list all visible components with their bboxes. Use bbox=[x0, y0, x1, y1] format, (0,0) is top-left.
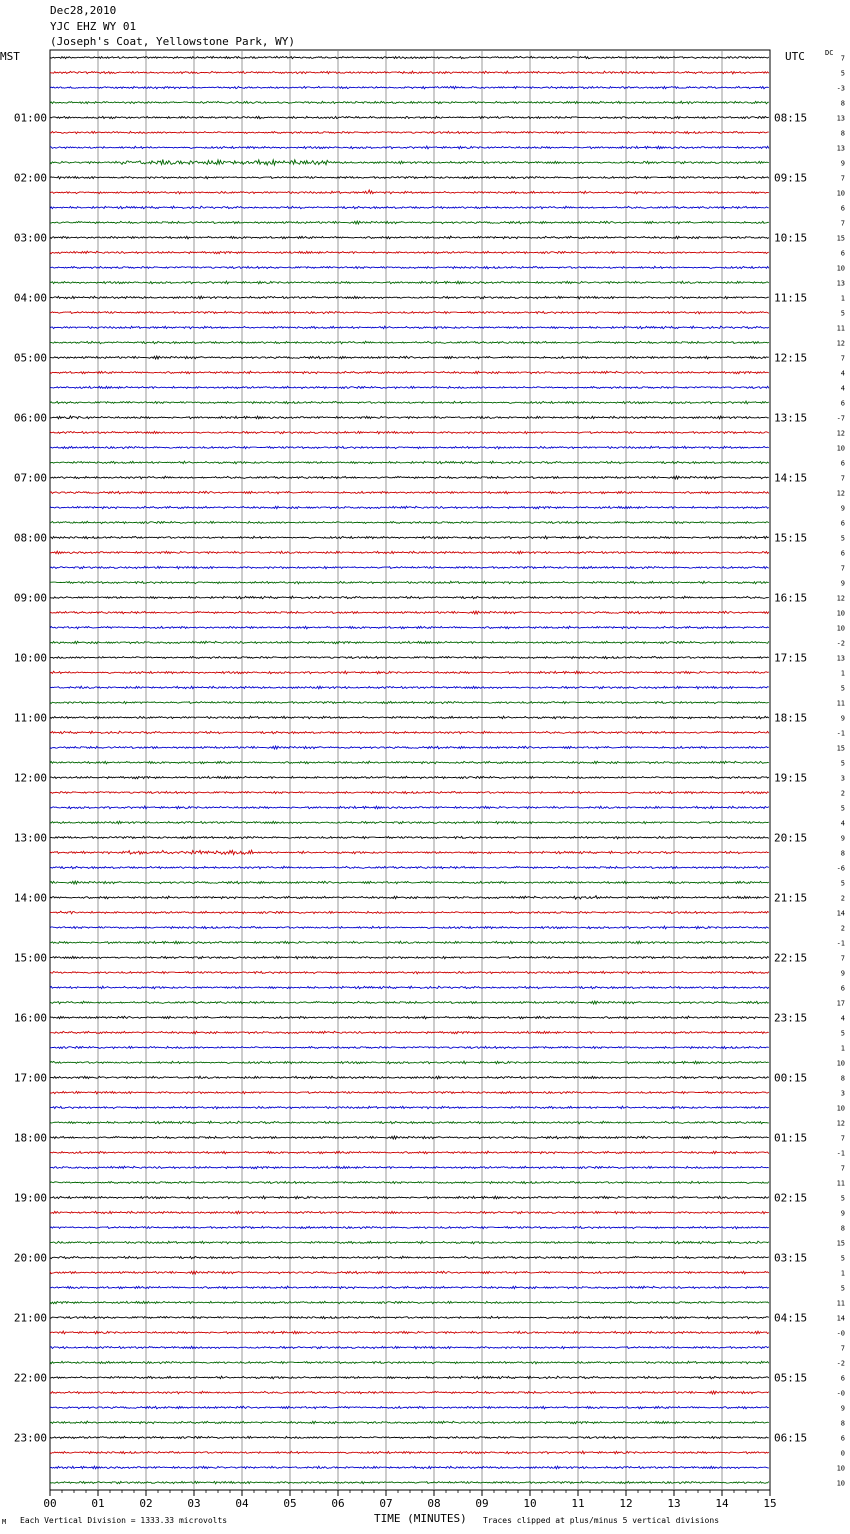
dc-offset-label: 4 bbox=[840, 384, 845, 393]
dc-offset-label: 6 bbox=[840, 519, 845, 528]
trace-line bbox=[50, 686, 769, 689]
dc-offset-label: 9 bbox=[840, 1404, 845, 1413]
dc-offset-label: 9 bbox=[840, 159, 845, 168]
dc-offset-label: 14 bbox=[836, 1314, 845, 1323]
trace-line bbox=[50, 1166, 769, 1169]
left-hour-label: 23:00 bbox=[13, 1431, 47, 1445]
right-hour-label: 23:15 bbox=[774, 1011, 808, 1025]
left-hour-label: 05:00 bbox=[13, 351, 47, 365]
dc-offset-label: 11 bbox=[836, 1179, 845, 1188]
dc-offset-label: -7 bbox=[836, 414, 845, 423]
trace-line bbox=[50, 536, 769, 539]
right-hour-label: 00:15 bbox=[774, 1071, 808, 1085]
dc-offset-label: 5 bbox=[840, 1194, 845, 1203]
left-hour-label: 17:00 bbox=[13, 1071, 47, 1085]
left-hour-label: 20:00 bbox=[13, 1251, 47, 1265]
right-hour-label: 04:15 bbox=[774, 1311, 808, 1325]
station-label: YJC EHZ WY 01 bbox=[50, 20, 137, 33]
dc-offset-label: 5 bbox=[840, 309, 845, 318]
trace-line bbox=[50, 896, 769, 900]
dc-offset-label: 10 bbox=[836, 189, 845, 198]
dc-offset-label: 8 bbox=[840, 1419, 845, 1428]
right-hour-label: 05:15 bbox=[774, 1371, 808, 1385]
trace-line bbox=[50, 296, 769, 299]
clip-note: Traces clipped at plus/minus 5 vertical divisions bbox=[483, 1516, 720, 1525]
right-hour-label: 11:15 bbox=[774, 291, 808, 305]
dc-offset-label: 7 bbox=[840, 354, 845, 363]
right-hour-label: 21:15 bbox=[774, 891, 808, 905]
trace-line bbox=[50, 1466, 769, 1469]
dc-offset-label: 12 bbox=[836, 429, 845, 438]
dc-offset-label: 6 bbox=[840, 459, 845, 468]
dc-offset-label: 5 bbox=[840, 804, 845, 813]
trace-line bbox=[50, 596, 769, 599]
dc-offset-label: 8 bbox=[840, 129, 845, 138]
trace-line bbox=[50, 1391, 769, 1394]
left-hour-label: 19:00 bbox=[13, 1191, 47, 1205]
trace-line bbox=[50, 461, 769, 464]
left-timezone-label: MST bbox=[0, 50, 20, 63]
x-tick-label: 03 bbox=[187, 1497, 201, 1510]
trace-line bbox=[50, 1091, 769, 1094]
dc-offset-label: 6 bbox=[840, 204, 845, 213]
x-tick-label: 07 bbox=[379, 1497, 393, 1510]
dc-offset-label: 5 bbox=[840, 1029, 845, 1038]
dc-offset-label: 14 bbox=[836, 909, 845, 918]
dc-offset-label: 10 bbox=[836, 1479, 845, 1488]
dc-offset-label: 1 bbox=[840, 1044, 845, 1053]
dc-offset-label: 7 bbox=[840, 54, 845, 63]
dc-offset-label: -6 bbox=[836, 864, 845, 873]
trace-line bbox=[50, 131, 769, 133]
left-hour-label: 04:00 bbox=[13, 291, 47, 305]
dc-offset-label: 9 bbox=[840, 504, 845, 513]
scale-note: Each Vertical Division = 1333.33 microvolts bbox=[20, 1516, 228, 1525]
dc-offset-label: -2 bbox=[836, 1359, 845, 1368]
trace-line bbox=[50, 116, 769, 119]
dc-offset-label: 13 bbox=[836, 144, 845, 153]
right-hour-label: 01:15 bbox=[774, 1131, 808, 1145]
right-hour-label: 10:15 bbox=[774, 231, 808, 245]
trace-line bbox=[50, 476, 769, 479]
dc-offset-label: 1 bbox=[840, 669, 845, 678]
x-tick-label: 12 bbox=[619, 1497, 633, 1510]
dc-offset-label: 5 bbox=[840, 1254, 845, 1263]
dc-offset-label: -0 bbox=[836, 1329, 845, 1338]
dc-offset-label: 9 bbox=[840, 1209, 845, 1218]
trace-line bbox=[50, 1121, 769, 1124]
dc-offset-label: 4 bbox=[840, 819, 845, 828]
right-hour-label: 12:15 bbox=[774, 351, 808, 365]
trace-line bbox=[50, 761, 769, 764]
dc-offset-label: 12 bbox=[836, 339, 845, 348]
trace-line bbox=[50, 56, 769, 58]
dc-offset-label: 9 bbox=[840, 714, 845, 723]
corner-mark: M bbox=[2, 1518, 7, 1526]
trace-line bbox=[50, 1361, 769, 1364]
trace-line bbox=[50, 641, 769, 644]
trace-line bbox=[50, 1076, 769, 1079]
trace-line bbox=[50, 416, 769, 419]
trace-line bbox=[50, 1376, 769, 1379]
dc-offset-label: 12 bbox=[836, 489, 845, 498]
trace-line bbox=[50, 731, 769, 734]
trace-line bbox=[50, 160, 769, 166]
trace-line bbox=[50, 371, 769, 374]
dc-offset-label: 6 bbox=[840, 399, 845, 408]
dc-offset-label: 1 bbox=[840, 294, 845, 303]
dc-offset-label: 3 bbox=[840, 1089, 845, 1098]
left-hour-label: 01:00 bbox=[13, 111, 47, 125]
trace-line bbox=[50, 971, 769, 974]
dc-offset-label: 2 bbox=[840, 789, 845, 798]
trace-line bbox=[50, 656, 769, 658]
dc-offset-label: 6 bbox=[840, 984, 845, 993]
dc-offset-label: 15 bbox=[836, 744, 845, 753]
trace-line bbox=[50, 1301, 769, 1303]
right-hour-label: 02:15 bbox=[774, 1191, 808, 1205]
dc-offset-label: 7 bbox=[840, 1134, 845, 1143]
x-tick-label: 06 bbox=[331, 1497, 345, 1510]
dc-offset-label: 5 bbox=[840, 759, 845, 768]
trace-line bbox=[50, 1211, 769, 1214]
trace-line bbox=[50, 1451, 769, 1454]
trace-line bbox=[50, 1346, 769, 1349]
dc-offset-label: -0 bbox=[836, 1389, 845, 1398]
dc-offset-label: 5 bbox=[840, 69, 845, 78]
trace-line bbox=[50, 221, 769, 224]
dc-offset-label: 6 bbox=[840, 249, 845, 258]
dc-offset-label: 13 bbox=[836, 114, 845, 123]
dc-offset-label: 4 bbox=[840, 369, 845, 378]
trace-line bbox=[50, 611, 769, 614]
trace-line bbox=[50, 1196, 769, 1199]
trace-line bbox=[50, 491, 769, 494]
dc-offset-label: 4 bbox=[840, 1014, 845, 1023]
dc-offset-label: 7 bbox=[840, 174, 845, 183]
trace-line bbox=[50, 326, 769, 329]
dc-offset-label: 13 bbox=[836, 654, 845, 663]
trace-line bbox=[50, 671, 769, 674]
right-hour-label: 19:15 bbox=[774, 771, 808, 785]
dc-offset-label: 9 bbox=[840, 969, 845, 978]
dc-offset-label: 7 bbox=[840, 1164, 845, 1173]
dc-offset-label: 9 bbox=[840, 579, 845, 588]
trace-line bbox=[50, 791, 769, 793]
trace-line bbox=[50, 506, 769, 509]
trace-line bbox=[50, 1241, 769, 1244]
trace-line bbox=[50, 776, 769, 778]
right-hour-label: 20:15 bbox=[774, 831, 808, 845]
trace-line bbox=[50, 341, 769, 344]
trace-line bbox=[50, 1481, 769, 1484]
trace-line bbox=[50, 1286, 769, 1289]
x-tick-label: 08 bbox=[427, 1497, 441, 1510]
trace-line bbox=[50, 1031, 769, 1034]
left-hour-label: 11:00 bbox=[13, 711, 47, 725]
x-tick-label: 15 bbox=[763, 1497, 777, 1510]
dc-offset-label: 10 bbox=[836, 1464, 845, 1473]
dc-label: DC bbox=[825, 49, 834, 57]
dc-offset-label: 5 bbox=[840, 879, 845, 888]
trace-line bbox=[50, 1226, 769, 1229]
dc-offset-label: 3 bbox=[840, 774, 845, 783]
left-hour-label: 14:00 bbox=[13, 891, 47, 905]
trace-line bbox=[50, 701, 769, 703]
dc-offset-label: 8 bbox=[840, 1224, 845, 1233]
right-hour-label: 15:15 bbox=[774, 531, 808, 545]
dc-offset-label: -3 bbox=[836, 84, 845, 93]
right-hour-label: 13:15 bbox=[774, 411, 808, 425]
trace-line bbox=[50, 850, 769, 854]
right-hour-label: 06:15 bbox=[774, 1431, 808, 1445]
dc-offset-label: 10 bbox=[836, 444, 845, 453]
dc-offset-label: 17 bbox=[836, 999, 845, 1008]
left-hour-label: 07:00 bbox=[13, 471, 47, 485]
dc-offset-label: 2 bbox=[840, 924, 845, 933]
trace-line bbox=[50, 1406, 769, 1409]
dc-offset-label: 5 bbox=[840, 534, 845, 543]
trace-line bbox=[50, 190, 769, 194]
trace-line bbox=[50, 581, 769, 584]
dc-offset-label: 15 bbox=[836, 1239, 845, 1248]
trace-line bbox=[50, 551, 769, 554]
dc-offset-label: 11 bbox=[836, 1299, 845, 1308]
trace-line bbox=[50, 1016, 769, 1019]
trace-line bbox=[50, 71, 769, 74]
right-hour-label: 03:15 bbox=[774, 1251, 808, 1265]
right-timezone-label: UTC bbox=[785, 50, 805, 63]
dc-offset-label: 12 bbox=[836, 594, 845, 603]
dc-offset-label: 10 bbox=[836, 609, 845, 618]
trace-line bbox=[50, 1316, 769, 1318]
left-hour-label: 21:00 bbox=[13, 1311, 47, 1325]
trace-line bbox=[50, 806, 769, 809]
dc-offset-label: 11 bbox=[836, 699, 845, 708]
x-axis-title: TIME (MINUTES) bbox=[374, 1512, 467, 1525]
trace-line bbox=[50, 101, 769, 104]
trace-line bbox=[50, 1046, 769, 1048]
right-hour-label: 09:15 bbox=[774, 171, 808, 185]
right-hour-label: 18:15 bbox=[774, 711, 808, 725]
left-hour-label: 03:00 bbox=[13, 231, 47, 245]
dc-offset-label: 9 bbox=[840, 834, 845, 843]
dc-offset-label: -1 bbox=[836, 939, 845, 948]
dc-offset-label: 6 bbox=[840, 1374, 845, 1383]
left-hour-label: 02:00 bbox=[13, 171, 47, 185]
trace-line bbox=[50, 281, 769, 284]
right-hour-label: 14:15 bbox=[774, 471, 808, 485]
x-tick-label: 09 bbox=[475, 1497, 489, 1510]
x-tick-label: 02 bbox=[139, 1497, 153, 1510]
trace-line bbox=[50, 401, 769, 404]
location-label: (Joseph's Coat, Yellowstone Park, WY) bbox=[50, 35, 296, 48]
trace-line bbox=[50, 86, 769, 88]
trace-line bbox=[50, 446, 769, 449]
right-hour-label: 16:15 bbox=[774, 591, 808, 605]
trace-line bbox=[50, 911, 769, 914]
dc-offset-label: -1 bbox=[836, 729, 845, 738]
trace-line bbox=[50, 566, 769, 569]
trace-line bbox=[50, 1151, 769, 1154]
trace-line bbox=[50, 881, 769, 884]
left-hour-label: 09:00 bbox=[13, 591, 47, 605]
right-hour-label: 08:15 bbox=[774, 111, 808, 125]
trace-line bbox=[50, 1436, 769, 1438]
x-tick-label: 14 bbox=[715, 1497, 729, 1510]
trace-line bbox=[50, 146, 769, 149]
trace-line bbox=[50, 1061, 769, 1064]
dc-offset-label: 6 bbox=[840, 549, 845, 558]
dc-offset-label: 15 bbox=[836, 234, 845, 243]
dc-offset-label: 12 bbox=[836, 1119, 845, 1128]
dc-offset-label: 6 bbox=[840, 1434, 845, 1443]
dc-offset-label: 7 bbox=[840, 219, 845, 228]
trace-line bbox=[50, 206, 769, 209]
dc-offset-label: -2 bbox=[836, 639, 845, 648]
left-hour-label: 08:00 bbox=[13, 531, 47, 545]
trace-line bbox=[50, 1331, 769, 1334]
x-tick-label: 10 bbox=[523, 1497, 537, 1510]
dc-offset-label: 7 bbox=[840, 564, 845, 573]
trace-line bbox=[50, 836, 769, 839]
x-tick-label: 13 bbox=[667, 1497, 681, 1510]
dc-offset-label: 1 bbox=[840, 1269, 845, 1278]
trace-line bbox=[50, 866, 769, 869]
dc-offset-label: 10 bbox=[836, 264, 845, 273]
dc-offset-label: 10 bbox=[836, 1104, 845, 1113]
left-hour-label: 06:00 bbox=[13, 411, 47, 425]
trace-line bbox=[50, 821, 769, 824]
trace-line bbox=[50, 356, 769, 359]
trace-line bbox=[50, 716, 769, 719]
trace-line bbox=[50, 236, 769, 239]
left-hour-label: 13:00 bbox=[13, 831, 47, 845]
left-hour-label: 22:00 bbox=[13, 1371, 47, 1385]
x-tick-label: 05 bbox=[283, 1497, 297, 1510]
trace-line bbox=[50, 266, 769, 268]
dc-offset-label: 7 bbox=[840, 474, 845, 483]
trace-line bbox=[50, 956, 769, 959]
dc-offset-label: 13 bbox=[836, 279, 845, 288]
trace-line bbox=[50, 746, 769, 749]
left-hour-label: 18:00 bbox=[13, 1131, 47, 1145]
trace-line bbox=[50, 386, 769, 388]
dc-offset-label: 10 bbox=[836, 624, 845, 633]
dc-offset-label: 7 bbox=[840, 1344, 845, 1353]
x-tick-label: 00 bbox=[43, 1497, 57, 1510]
trace-line bbox=[50, 311, 769, 314]
dc-offset-label: 2 bbox=[840, 894, 845, 903]
left-hour-label: 12:00 bbox=[13, 771, 47, 785]
dc-offset-label: 0 bbox=[840, 1449, 845, 1458]
dc-offset-label: -1 bbox=[836, 1149, 845, 1158]
date-label: Dec28,2010 bbox=[50, 4, 117, 17]
trace-line bbox=[50, 1136, 769, 1139]
trace-line bbox=[50, 626, 769, 629]
trace-line bbox=[50, 1421, 769, 1424]
dc-offset-label: 11 bbox=[836, 324, 845, 333]
trace-line bbox=[50, 986, 769, 989]
trace-line bbox=[50, 251, 769, 254]
dc-offset-label: 5 bbox=[840, 1284, 845, 1293]
plot-frame bbox=[50, 50, 770, 1490]
trace-line bbox=[50, 1106, 769, 1109]
left-hour-label: 10:00 bbox=[13, 651, 47, 665]
x-tick-label: 11 bbox=[571, 1497, 585, 1510]
trace-line bbox=[50, 1256, 769, 1259]
trace-line bbox=[50, 521, 769, 523]
trace-line bbox=[50, 176, 769, 179]
trace-line bbox=[50, 1001, 769, 1004]
x-tick-label: 04 bbox=[235, 1497, 249, 1510]
trace-line bbox=[50, 941, 769, 944]
left-hour-label: 15:00 bbox=[13, 951, 47, 965]
right-hour-label: 22:15 bbox=[774, 951, 808, 965]
trace-line bbox=[50, 1271, 769, 1274]
trace-line bbox=[50, 431, 769, 434]
dc-offset-label: 5 bbox=[840, 684, 845, 693]
trace-line bbox=[50, 1181, 769, 1183]
x-tick-label: 01 bbox=[91, 1497, 105, 1510]
trace-line bbox=[50, 926, 769, 929]
dc-offset-label: 7 bbox=[840, 954, 845, 963]
dc-offset-label: 8 bbox=[840, 99, 845, 108]
dc-offset-label: 8 bbox=[840, 1074, 845, 1083]
dc-offset-label: 8 bbox=[840, 849, 845, 858]
left-hour-label: 16:00 bbox=[13, 1011, 47, 1025]
dc-offset-label: 10 bbox=[836, 1059, 845, 1068]
right-hour-label: 17:15 bbox=[774, 651, 808, 665]
